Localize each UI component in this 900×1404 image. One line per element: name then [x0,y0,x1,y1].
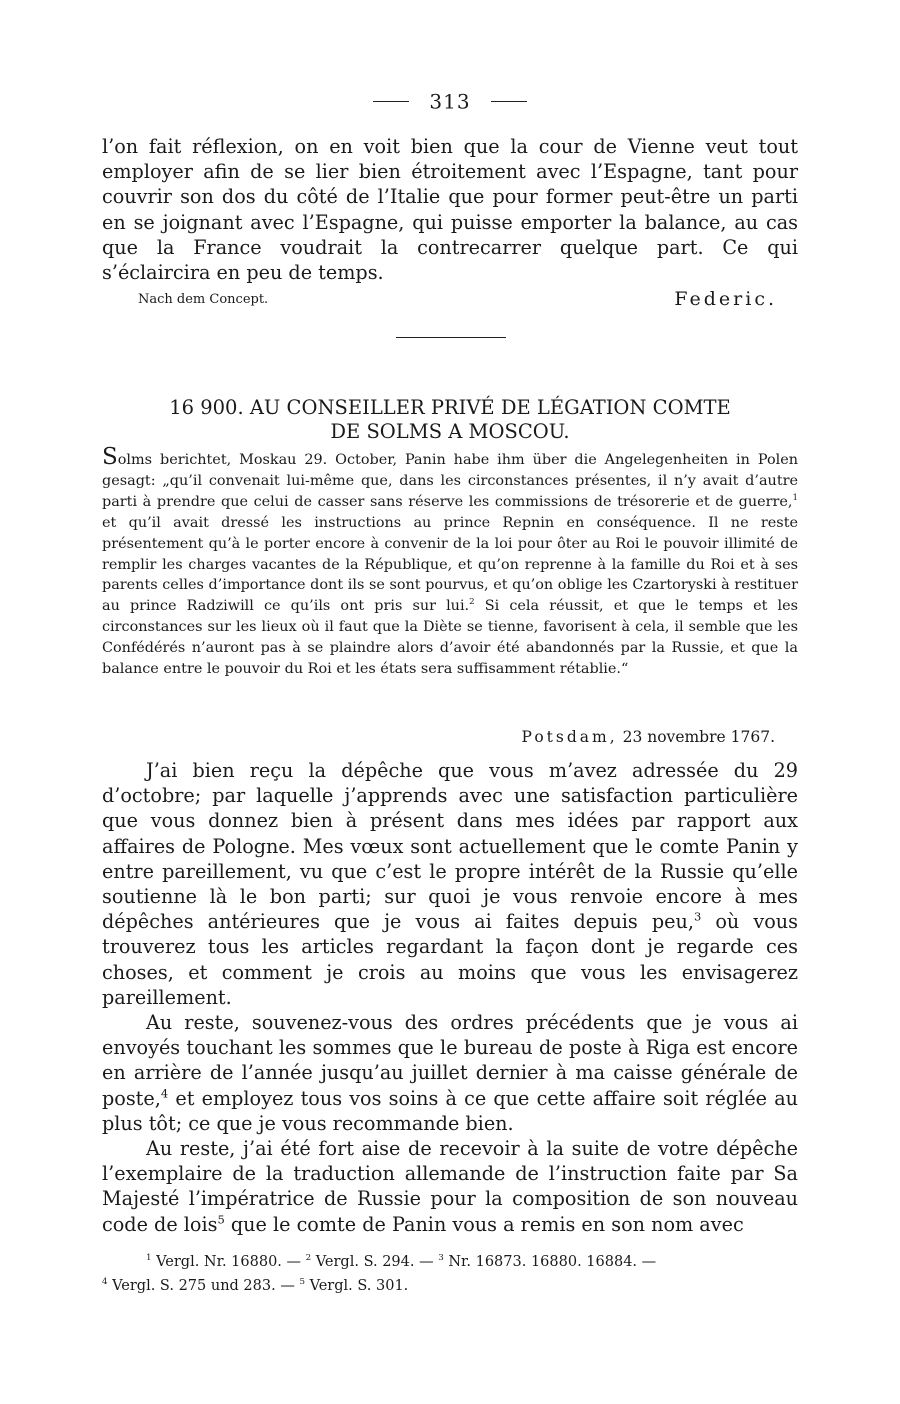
body-paragraph-1 [102,758,798,1010]
letter-title-line1: 16 900. AU CONSEILLER PRIVÉ DE LÉGATION COMTE [169,396,731,419]
signature: Federic. [674,288,777,310]
footnotes-line-2 [102,1274,798,1298]
summary-text-c: Si cela réussit, et que le temps et les circonstances sur les lieux où il faut que la Diète se tienne, favorisent à cela, il semble que les Confédérés n’auront pas à se plaindre alors d’avoir été abandonnés par la Russie, et que la balance entre le pouvoir du Roi et les états sera suffisamment rétablie.“ [102,598,799,678]
footnote-mark: 4 [102,1277,108,1288]
page-header [0,88,900,118]
footnotes-line-1 [102,1250,798,1274]
p1-text-b: où vous trouverez tous les articles regardant la façon dont je regarde ces choses, et comment je crois au moins que vous les envisagerez pareillement. [102,910,798,1009]
letter-body [102,758,798,1237]
page-number: 313 [429,89,471,114]
footnote-text: Vergl. S. 275 und 283. — [112,1278,295,1294]
preceding-paragraph: l’on fait réflexion, on en voit bien que la cour de Vienne veut tout employer afin de se lier bien étroitement avec l’Espagne, tant pour couvrir son dos du côté de l’Italie que pour former peut-être un parti en se joignant avec l’Espagne, qui puisse emporter la balance, au cas que la France voudrait la contrecarrer quelque part. Ce qui s’éclaircira en peu de temps. [102,135,798,285]
footnote-5 [299,1278,408,1294]
date-place: Potsdam, [521,728,618,746]
p2-text-a: Au reste, souvenez-vous des ordres précédents que je vous ai envoyés touchant les sommes que le bureau de poste à Riga est encore en arrière de l’année jusqu’au juillet dernier à ma caisse générale de poste, [102,1011,798,1110]
footnote-text: Nr. 16873. 16880. 16884. — [448,1254,657,1270]
preceding-closing [102,288,777,312]
header-dash-left [373,101,409,102]
footnote-mark: 2 [305,1253,312,1264]
footnote-ref-4: 4 [160,1086,169,1101]
footnote-2 [306,1254,434,1270]
footnote-text: Vergl. S. 294. — [315,1254,434,1270]
p1-text-a: J’ai bien reçu la dépêche que vous m’avez adressée du 29 d’octobre; par laquelle j’apprends avec une satisfaction particulière que vous donnez bien à présent dans mes idées par rapport aux affaires de Pologne. Mes vœux sont actuellement que le comte Panin y entre pareillement, vu que c’est le propre intérêt de la Russie qu’elle soutienne là le bon parti; sur quoi je vous renvoie encore à mes dépêches antérieures que je vous ai faites depuis peu, [102,759,798,934]
date-text: 23 novembre 1767. [622,728,775,746]
footnote-4 [102,1278,295,1294]
footnote-ref-1: 1 [792,493,798,504]
footnote-ref-5: 5 [217,1212,225,1227]
summary-text-a: olms berichtet, Moskau 29. October, Panin habe ihm über die Angelegenheiten in Polen gesagt: „qu’il convenait lui-même que, dans les circonstances présentes, il n’y avait d’autre parti à prendre que celui de casser sans réserve les commissions de trésorerie et de guerre, [102,452,798,510]
body-paragraph-3 [102,1136,798,1237]
p3-text-b: que le comte de Panin vous a remis en son nom avec [224,1212,744,1236]
letter-title [102,396,798,444]
letter-title-line2: DE SOLMS A MOSCOU. [330,420,570,443]
preceding-letter-text [102,134,798,285]
footnote-ref-3: 3 [693,909,702,924]
summary-initial: S [102,444,118,470]
section-divider [396,337,506,338]
footnote-3 [438,1254,656,1270]
source-note: Nach dem Concept. [138,292,269,307]
footnote-mark: 1 [146,1253,152,1264]
footnote-mark: 3 [438,1253,444,1264]
summary-text-b: et qu’il avait dressé les instructions au prince Repnin en conséquence. Il ne reste présentement qu’à le porter encore à convenir de la loi pour ôter au Roi le pouvoir illimité de remplir les charges vacantes de la République, et qu’on reprenne à la famille du Roi et à ses parents celles d’importance dont ils se sont pourvus, et qu’on oblige les Czartoryski à restituer au prince Radziwill ce qu’ils ont pris sur lui. [102,514,798,615]
footnote-1 [146,1254,301,1270]
header-dash-right [491,101,527,102]
footnote-mark: 5 [299,1277,305,1288]
letter-summary [102,444,799,680]
footnote-ref-2: 2 [469,597,475,608]
letter-dateline [522,728,775,746]
p3-text-a: Au reste, j’ai été fort aise de recevoir à la suite de votre dépêche l’exemplaire de la traduction allemande de l’instruction faite par Sa Majesté l’impératrice de Russie pour la composition de son nouveau code de lois [102,1137,798,1236]
footnotes [102,1250,798,1298]
body-paragraph-2 [102,1010,798,1136]
p2-text-b: et employez tous vos soins à ce que cette affaire soit réglée au plus tôt; ce que je vous recommande bien. [102,1086,798,1135]
footnote-text: Vergl. Nr. 16880. — [156,1254,302,1270]
footnote-text: Vergl. S. 301. [309,1278,409,1294]
